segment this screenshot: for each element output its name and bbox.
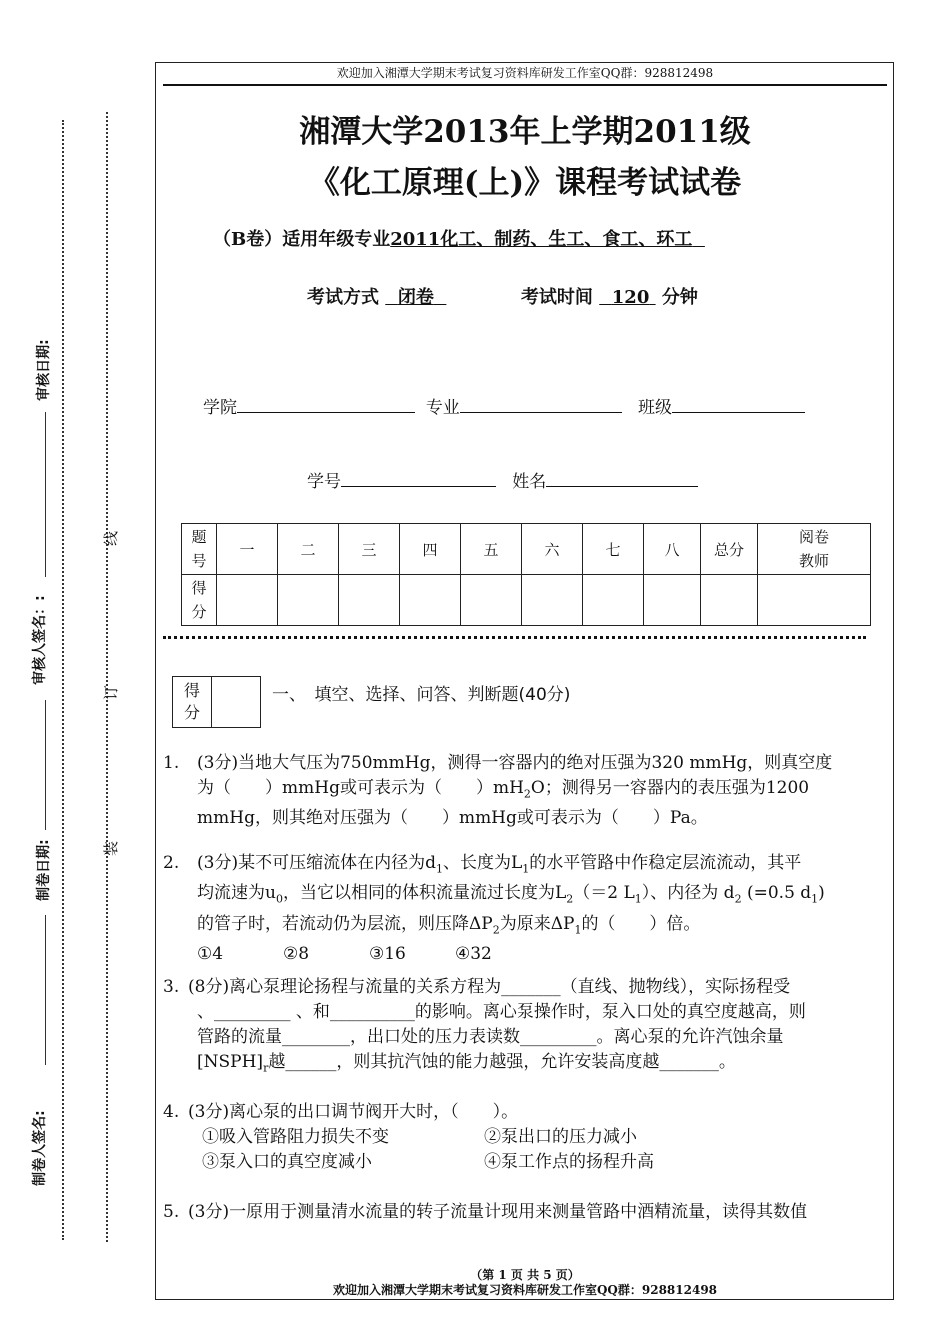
footer-text: 欢迎加入湘潭大学期末考试复习资料库研发工作室QQ群：928812498: [332, 1283, 718, 1297]
paper-label: （B卷）适用年级专业: [213, 229, 391, 250]
q2-line-1: (3分)某不可压缩流体在内径为$d_1$、长度为$L_1$的水平管路中作稳定层流流动，其平: [197, 853, 802, 876]
header-cell-7: 七: [583, 524, 644, 575]
question-3: [163, 975, 889, 1080]
reviewer-sign-label: 审核人签名：:: [32, 595, 48, 685]
score-cell[interactable]: [278, 575, 339, 626]
question-number: 2.: [163, 853, 180, 873]
page-header: 欢迎加入湘潭大学期末考试复习资料库研发工作室QQ群：928812498: [163, 64, 887, 86]
major-label: 专业: [425, 398, 460, 418]
college-label: 学院: [203, 398, 237, 418]
score-cell[interactable]: [217, 575, 278, 626]
header-cell-8: 八: [644, 524, 701, 575]
title-line-2: 《化工原理(上)》课程考试试卷: [308, 165, 742, 201]
score-cell-grader[interactable]: [758, 575, 871, 626]
header-cell-4: 四: [400, 524, 461, 575]
binding-text-line: 线: [102, 530, 121, 547]
class-label: 班级: [638, 398, 673, 418]
q2-line-2: 均流速为$u_0$，当它以相同的体积流量流过长度为$L_2(=2$ $L_1$）、内径为 $d_2$ (=0.5 $d_1$): [197, 883, 825, 906]
header-cell-3: 三: [339, 524, 400, 575]
q2-option-2[interactable]: ②8: [283, 944, 310, 965]
score-cell[interactable]: [583, 575, 644, 626]
score-cell[interactable]: [522, 575, 583, 626]
score-table-header-row: [182, 524, 871, 575]
make-date-line: [45, 915, 46, 1065]
review-date-line: [45, 412, 46, 577]
q1-line-2: 为（ ）mmHg或可表示为（ ）$mH_2O$；测得另一容器内的表压强为1200: [197, 778, 810, 801]
header-cell-1: 一: [217, 524, 278, 575]
q4-line-1: (3分)离心泵的出口调节阀开大时，（ ）。: [188, 1102, 519, 1122]
question-4: [163, 1100, 889, 1175]
exam-time: 120: [611, 287, 650, 308]
q2-options: [197, 942, 889, 967]
exam-time-unit: 分钟: [661, 287, 698, 308]
student-id-label: 学号: [307, 472, 341, 492]
q1-line-1: (3分)当地大气压为750mmHg，测得一容器内的绝对压强为320 mmHg，则真空度: [197, 753, 833, 773]
score-cell[interactable]: [339, 575, 400, 626]
q4-option-4[interactable]: ④泵工作点的扬程升高: [484, 1152, 654, 1172]
make-date-label: 制卷日期:: [36, 839, 52, 901]
question-1: [163, 751, 889, 831]
q4-option-3[interactable]: ③泵入口的真空度减小: [202, 1152, 372, 1172]
name-blank[interactable]: [546, 472, 698, 487]
paper-info: [213, 225, 705, 251]
q4-option-2[interactable]: ②泵出口的压力减小: [484, 1127, 637, 1147]
q2-option-4[interactable]: ④32: [455, 944, 492, 965]
q2-line-3: 的管子时，若流动仍为层流，则压降$\Delta P_2$为原来$\Delta P_1$的（ ）倍。: [197, 913, 701, 937]
page-number: （第 1 页 共 5 页）: [470, 1268, 580, 1282]
student-info-row-1: [203, 393, 805, 418]
header-cell-total: 总分: [701, 524, 758, 575]
question-number: 3.: [163, 977, 180, 997]
binding-dotted-line-inner: [106, 112, 108, 1242]
header-cell-2: 二: [278, 524, 339, 575]
binding-text-zhuang: 装: [102, 840, 121, 857]
page-footer: [163, 1268, 887, 1298]
score-label-cell: 得 分: [182, 575, 217, 626]
exam-info: [307, 283, 698, 309]
q3-line-2: 、_________ 、和__________的影响。离心泵操作时，泵入口处的真空度越高，则: [197, 1002, 806, 1022]
question-number: 4.: [163, 1102, 180, 1122]
score-cell[interactable]: [461, 575, 522, 626]
q2-option-3[interactable]: ③16: [369, 944, 406, 965]
class-blank[interactable]: [672, 398, 805, 413]
question-number: 1.: [163, 753, 180, 773]
q3-line-3: 管路的流量________，出口处的压力表读数_________。离心泵的允许汽蚀余量: [197, 1027, 784, 1047]
q3-line-1: (8分)离心泵理论扬程与流量的关系方程为_______（直线、抛物线），实际扬程受: [188, 977, 791, 997]
score-cell-total[interactable]: [701, 575, 758, 626]
header-cell-grader: 阅卷 教师: [758, 524, 871, 575]
binding-dotted-line-outer: [62, 120, 64, 1240]
score-cell[interactable]: [644, 575, 701, 626]
header-cell-5: 五: [461, 524, 522, 575]
q1-line-3: mmHg，则其绝对压强为（ ）mmHg或可表示为（ ）Pa。: [197, 808, 708, 829]
q5-line-1: (3分)一原用于测量清水流量的转子流量计现用来测量管路中酒精流量，读得其数值: [188, 1202, 808, 1222]
exam-time-label: 考试时间: [520, 287, 593, 308]
review-date-label: 审核日期:: [36, 339, 52, 401]
q2-option-1[interactable]: ①4: [197, 944, 224, 965]
name-label: 姓名: [512, 472, 547, 492]
student-id-blank[interactable]: [341, 472, 496, 487]
major-blank[interactable]: [460, 398, 622, 413]
majors: 2011化工、制药、生工、食工、环工: [390, 229, 693, 250]
exam-mode-label: 考试方式: [307, 287, 379, 308]
q4-options-row-1: [202, 1125, 889, 1150]
question-5: [163, 1200, 889, 1225]
section-score-box: [172, 676, 261, 728]
section-score-cell[interactable]: [212, 677, 261, 728]
dotted-separator: [163, 636, 866, 639]
q4-option-1[interactable]: ①吸入管路阻力损失不变: [202, 1127, 389, 1147]
section-score-label: 得 分: [173, 677, 212, 728]
student-info-row-2: [307, 467, 698, 492]
score-table-score-row: [182, 575, 871, 626]
q3-line-4: $[NSPH]_r$越______，则其抗汽蚀的能力越强，允许安装高度越_______。: [197, 1052, 736, 1075]
maker-sign-label: 制卷人签名:: [32, 1110, 48, 1186]
section-title: 一、 填空、选择、问答、判断题(40分): [272, 685, 571, 705]
reviewer-sign-line: [45, 700, 46, 830]
college-blank[interactable]: [237, 398, 415, 413]
score-table: [181, 523, 871, 626]
header-cell-6: 六: [522, 524, 583, 575]
title-line-1: 湘潭大学2013年上学期2011级: [299, 114, 751, 150]
q4-options-row-2: [202, 1150, 889, 1175]
score-cell[interactable]: [400, 575, 461, 626]
header-label-cell: 题 号: [182, 524, 217, 575]
question-number: 5.: [163, 1202, 180, 1222]
binding-text-ding: 订: [102, 684, 121, 701]
question-2: [163, 851, 889, 967]
exam-mode: 闭卷: [397, 287, 434, 308]
